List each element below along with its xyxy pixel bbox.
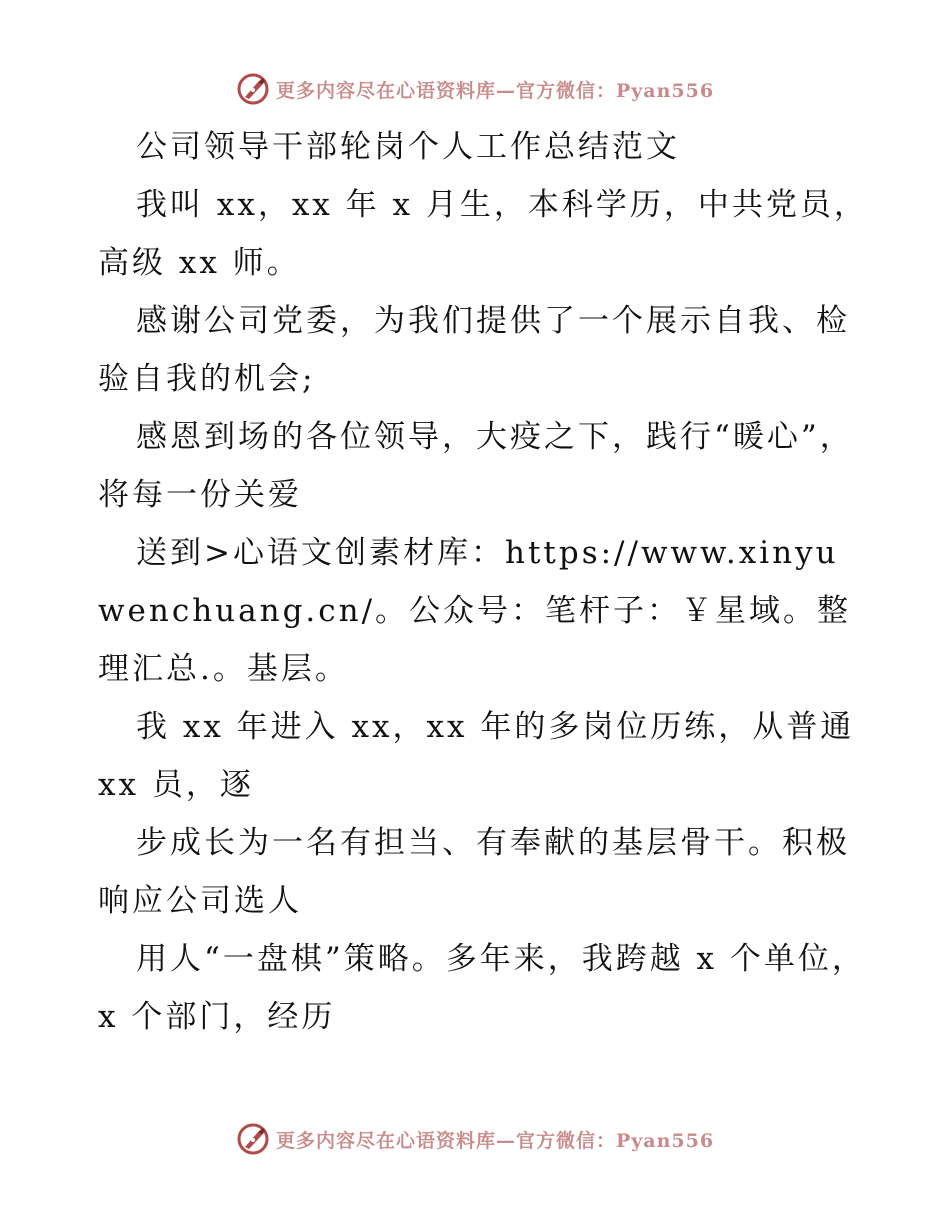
paragraph: 感恩到场的各位领导，大疫之下，践行“暖心”，将每一份关爱	[98, 419, 854, 513]
paragraph: 送到>心语文创素材库：https://www.xinyuwenchuang.cn/。公众号：笔杆子：￥星域。整理汇总.。基层。	[98, 535, 852, 687]
footer-watermark	[0, 1122, 950, 1156]
document-body	[98, 118, 868, 1046]
paragraph: 我叫 xx，xx 年 x 月生，本科学历，中共党员，高级 xx 师。	[98, 187, 868, 281]
watermark-text: 更多内容尽在心语资料库—官方微信：Pyan556	[275, 79, 715, 102]
pen-nib-logo-icon	[236, 1122, 270, 1156]
paragraph: 感谢公司党委，为我们提供了一个展示自我、检验自我的机会;	[98, 303, 850, 397]
header-watermark	[0, 72, 950, 106]
watermark-text: 更多内容尽在心语资料库—官方微信：Pyan556	[275, 1129, 715, 1152]
paragraph: 我 xx 年进入 xx，xx 年的多岗位历练，从普通 xx 员，逐	[98, 709, 855, 803]
pen-nib-logo-icon	[236, 72, 270, 106]
paragraph: 步成长为一名有担当、有奉献的基层骨干。积极响应公司选人	[98, 825, 850, 919]
paragraph: 用人“一盘棋”策略。多年来，我跨越 x 个单位，x 个部门，经历	[98, 941, 866, 1035]
document-title: 公司领导干部轮岗个人工作总结范文	[136, 129, 680, 165]
